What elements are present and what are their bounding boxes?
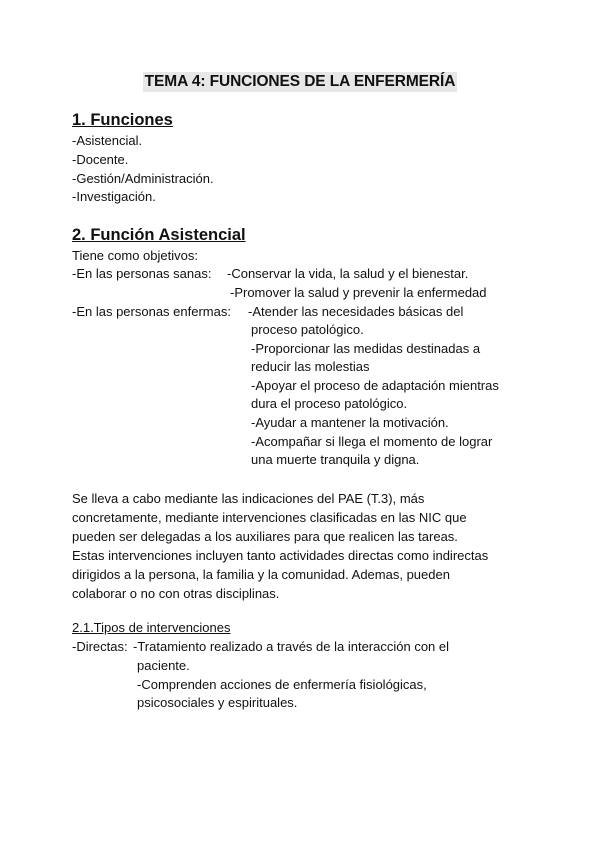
- objective-item: -Apoyar el proceso de adaptación mientras: [251, 378, 499, 393]
- objective-item: -Conservar la vida, la salud y el bienestar.: [227, 266, 469, 281]
- paragraph-line: pueden ser delegadas a los auxiliares para que realicen las tareas.: [72, 529, 458, 544]
- paragraph-line: concretamente, mediante intervenciones clasificadas en las NIC que: [72, 510, 467, 525]
- section-heading-funciones: 1. Funciones: [72, 111, 173, 129]
- objective-item: -Promover la salud y prevenir la enfermedad: [230, 285, 487, 300]
- directas-label: -Directas:: [72, 639, 128, 654]
- objective-item: -Ayudar a mantener la motivación.: [251, 415, 449, 430]
- objective-item: dura el proceso patológico.: [251, 396, 408, 411]
- objective-item: -Atender las necesidades básicas del: [248, 304, 464, 319]
- objective-item: una muerte tranquila y digna.: [251, 452, 420, 467]
- body-paragraph: [72, 489, 542, 603]
- paragraph-line: dirigidos a la persona, la familia y la comunidad. Ademas, pueden: [72, 567, 450, 582]
- list-item: -Asistencial.: [72, 133, 143, 148]
- intervention-item: -Comprenden acciones de enfermería fisiológicas,: [137, 677, 427, 692]
- paragraph-line: Se lleva a cabo mediante las indicaciones del PAE (T.3), más: [72, 491, 425, 506]
- objective-item: -Proporcionar las medidas destinadas a: [251, 341, 481, 356]
- page-title: TEMA 4: FUNCIONES DE LA ENFERMERÍA: [144, 73, 456, 90]
- list-item: -Gestión/Administración.: [72, 171, 214, 186]
- intervention-item: -Tratamiento realizado a través de la interacción con el: [133, 639, 450, 654]
- title-container: [0, 72, 600, 92]
- objective-item: -Acompañar si llega el momento de lograr: [251, 434, 493, 449]
- enfermas-label: -En las personas enfermas:: [72, 304, 231, 319]
- paragraph-line: Estas intervenciones incluyen tanto actividades directas como indirectas: [72, 548, 489, 563]
- paragraph-line: colaborar o no con otras disciplinas.: [72, 586, 280, 601]
- objective-item: proceso patológico.: [251, 322, 364, 337]
- sanas-label: -En las personas sanas:: [72, 266, 212, 281]
- intervention-item: paciente.: [137, 658, 190, 673]
- intro-text: Tiene como objetivos:: [72, 248, 198, 263]
- list-item: -Investigación.: [72, 189, 156, 204]
- subsection-heading-tipos: 2.1.Tipos de intervenciones: [72, 620, 231, 635]
- list-item: -Docente.: [72, 152, 129, 167]
- section-heading-funcion-asistencial: 2. Función Asistencial: [72, 226, 246, 244]
- objective-item: reducir las molestias: [251, 359, 370, 374]
- intervention-item: psicosociales y espirituales.: [137, 695, 298, 710]
